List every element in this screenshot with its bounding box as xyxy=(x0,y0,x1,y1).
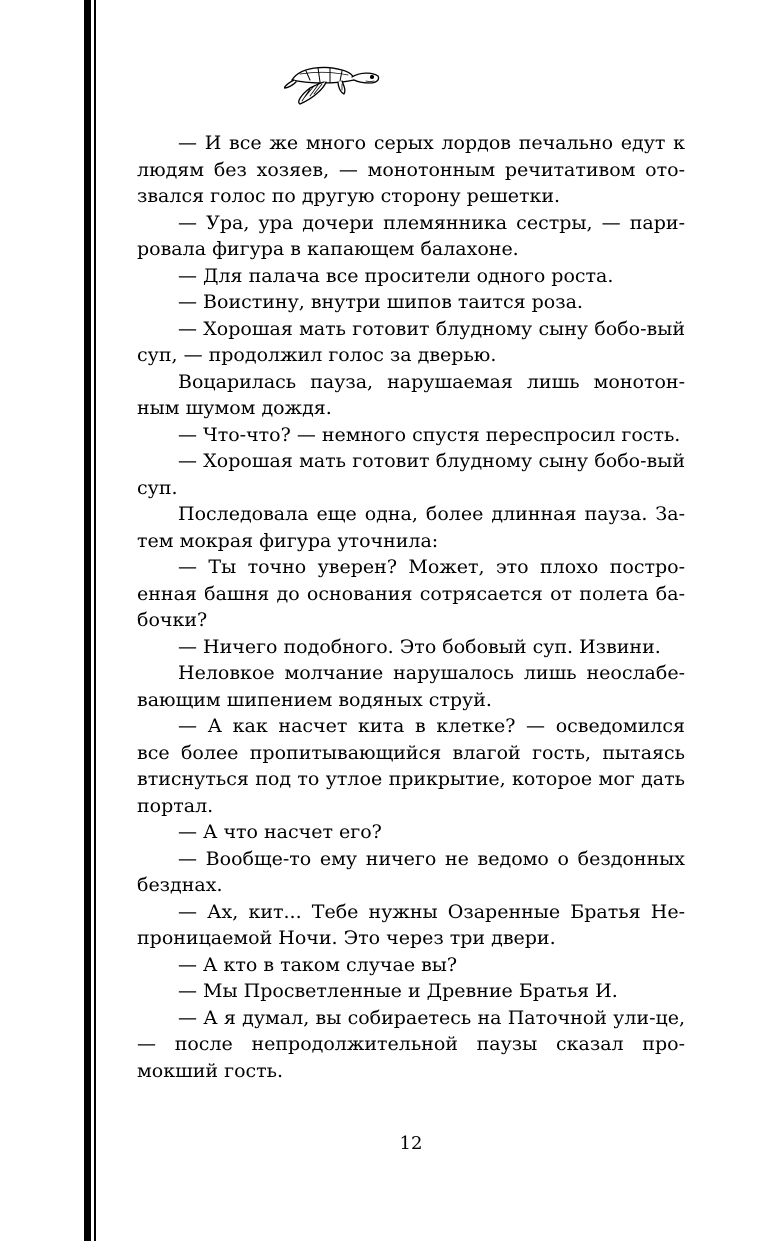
paragraph: — Ничего подобного. Это бобовый суп. Извини. xyxy=(178,635,661,658)
paragraph: — А кто в таком случае вы? xyxy=(178,953,458,976)
paragraph: — Воистину, внутри шипов таится роза. xyxy=(178,291,583,313)
paragraph: — Ах, кит... Тебе нужны Озаренные Братья Не-проницаемой Ночи. Это через три двери. xyxy=(137,900,685,949)
paragraph: — А я думал, вы собираетесь на Паточной ули-це, — после непродолжительной паузы сказал про-мокший гость. xyxy=(137,1006,685,1082)
paragraph: — Мы Просветленные и Древние Братья И. xyxy=(178,980,618,1002)
paragraph: — Вообще-то ему ничего не ведомо о бездонных безднах. xyxy=(137,847,685,896)
turtle-icon xyxy=(284,58,384,110)
paragraph: — Хорошая мать готовит блудному сыну бобо-вый суп. xyxy=(137,450,685,499)
paragraph: — А что насчет его? xyxy=(178,821,382,843)
body-text xyxy=(137,130,685,1084)
paragraph: Воцарилась пауза, нарушаемая лишь монотон-ным шумом дождя. xyxy=(137,370,685,419)
paragraph: — И все же много серых лордов печально едут к людям без хозяев, — монотонным речитативом ото-звался голос по другую сторону решетки. xyxy=(137,132,685,207)
margin-rule-thick xyxy=(84,0,91,1241)
paragraph: — Ты точно уверен? Может, это плохо постро-енная башня до основания сотрясается от полета ба-бочки? xyxy=(137,556,685,631)
paragraph: Последовала еще одна, более длинная пауза. За-тем мокрая фигура уточнила: xyxy=(137,503,685,552)
paragraph: — Для палача все просители одного роста. xyxy=(178,264,614,287)
paragraph: Неловкое молчание нарушалось лишь неослабе-вающим шипением водяных струй. xyxy=(137,662,685,711)
paragraph: — А как насчет кита в клетке? — осведомился все более пропитывающийся влагой гость, пытаясь втиснуться под то утлое прикрытие, которое мог дать портал. xyxy=(137,715,685,817)
paragraph: — Что-что? — немного спустя переспросил гость. xyxy=(178,423,681,446)
margin-rule-thin xyxy=(94,0,96,1241)
paragraph: — Ура, ура дочери племянника сестры, — пари-ровала фигура в капающем балахоне. xyxy=(137,211,685,260)
paragraph: — Хорошая мать готовит блудному сыну бобо-вый суп, — продолжил голос за дверью. xyxy=(137,317,685,366)
page-number: 12 xyxy=(399,1133,423,1154)
